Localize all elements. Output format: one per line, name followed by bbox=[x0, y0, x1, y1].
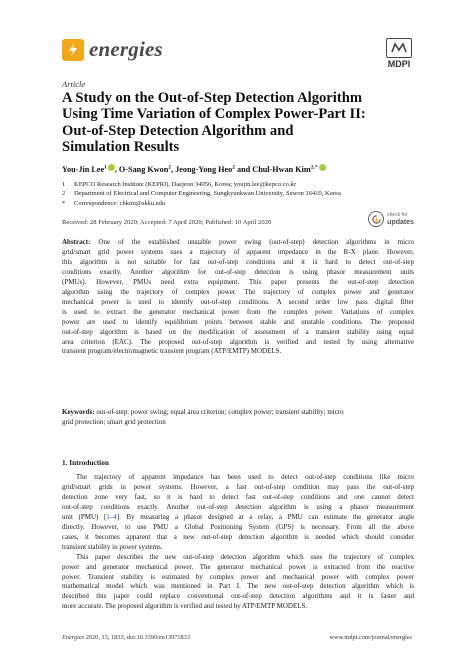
intro-line: This paper describes the new out-of-step detection algorithm which uses the trajectory of complex bbox=[76, 552, 414, 561]
publication-dates: Received: 28 February 2020; Accepted: 7 April 2020; Published: 10 April 2020 bbox=[62, 219, 272, 226]
intro-line: directly. However, to use PMU a Global Positioning System (GPS) is necessary. From all the above bbox=[62, 522, 414, 531]
abstract-line: algorithm using the trajectory of complex power. The trajectory of complex power and generator bbox=[62, 287, 414, 296]
intro-line: cases, it becomes apparent that a new out-of-step detection algorithm is needed which should consider bbox=[62, 532, 414, 541]
author-name: O-Sang Kwon bbox=[118, 165, 169, 174]
intro-line: more accurate. The proposed algorithm is verified and tested by ATP/EMTP MODELS. bbox=[62, 602, 308, 611]
author-affil-sup: 1 bbox=[104, 164, 107, 171]
affiliation-item bbox=[62, 199, 341, 208]
abstract-label: Abstract: bbox=[62, 238, 91, 246]
abstract-line: area criterion (EAC). The proposed out-of-step algorithm is verified and tested by using alternative bbox=[62, 337, 414, 346]
abstract-line: is used to extract the generator mechanical power from the complex power. Variations of complex bbox=[62, 307, 414, 316]
footer-citation bbox=[62, 634, 190, 641]
check-updates-line1: check for bbox=[387, 212, 408, 218]
intro-line: grid/smart grids in power systems. However, a fast out-of-step condition may pass the out-of-step bbox=[62, 482, 414, 491]
check-updates-icon bbox=[368, 211, 384, 227]
abstract-line: conditions exactly. Another algorithm for out-of-step detection is using phasor measurement units bbox=[62, 267, 414, 276]
check-updates-text bbox=[387, 212, 414, 226]
abstract-line: this algorithm is not suitable for fast out-of-step conditions and it is hard to detect out-of-step bbox=[62, 257, 414, 266]
intro-line: out-of-step conditions exactly. Another out-of-step detection algorithm is using a phasor measurement bbox=[62, 502, 414, 511]
publisher-name: MDPI bbox=[387, 59, 411, 69]
affiliation-item bbox=[62, 180, 341, 189]
section-heading: 1. Introduction bbox=[62, 458, 109, 467]
journal-name: energies bbox=[89, 37, 163, 61]
intro-text: ]. By measuring a phasor designed at a relay, a PMU can estimate the generator angle bbox=[116, 512, 414, 521]
footer-journal: Energies bbox=[62, 634, 85, 641]
intro-line: detection zone very fast, so it is hard to detect fast out-of-step conditions and one cannot detect bbox=[62, 492, 414, 501]
intro-line bbox=[62, 513, 414, 523]
abstract-line: power are used to identify equilibrium points between stable and unstable conditions. The proposed bbox=[62, 317, 414, 326]
citation-link[interactable]: 1–4 bbox=[106, 512, 117, 521]
energies-logo-icon bbox=[62, 39, 84, 61]
keywords-label: Keywords: bbox=[62, 408, 95, 416]
abstract-text: One of the established unstable power swing (out-of-step) detection algorithms in micro bbox=[90, 238, 414, 246]
abstract bbox=[62, 238, 414, 357]
author-separator: and bbox=[234, 165, 253, 174]
title-line: Out-of-Step Detection Algorithm and bbox=[62, 122, 294, 139]
article-type: Article bbox=[62, 79, 86, 89]
intro-line: power and generator mechanical power. The generator mechanical power is extracted from the reactive bbox=[62, 562, 414, 571]
author-list bbox=[62, 164, 326, 174]
author-affil-sup: 2 bbox=[168, 164, 172, 171]
mdpi-logo-icon bbox=[386, 38, 412, 58]
keywords-text: out-of-step; power swing; equal area criterion; complex power; transient stability; micro bbox=[94, 408, 344, 416]
intro-line: power. Transient stability is estimated by complex power and mechanical power with complex power bbox=[62, 572, 414, 581]
abstract-line: transient program/electromagnetic transient program (ATP/EMTP) MODELS. bbox=[62, 347, 282, 356]
author-separator: , bbox=[114, 165, 119, 174]
affiliation-text: Correspondence: chkim@skku.edu bbox=[74, 199, 166, 207]
affiliation-number: * bbox=[62, 199, 66, 207]
intro-line: described this paper could replace conventional out-of-step detection algorithms and it is faster and bbox=[62, 592, 414, 601]
author-affil-sup: 2 bbox=[232, 164, 235, 171]
author-separator: , bbox=[171, 165, 176, 174]
publisher-logo bbox=[386, 38, 412, 69]
affiliation-text: KEPCO Research Institute (KEPRI), Daejeon 34056, Korea; youjin.lee@kepco.co.kr bbox=[74, 181, 296, 188]
check-updates-badge[interactable] bbox=[368, 211, 414, 227]
abstract-line bbox=[62, 238, 414, 248]
abstract-line: out-of-step algorithm is based on the modification of assessment of a transient stability using equal bbox=[62, 327, 414, 336]
intro-text: unit (PMU) [ bbox=[62, 512, 107, 521]
orcid-icon[interactable] bbox=[108, 164, 115, 171]
keywords bbox=[62, 408, 414, 428]
affiliation-number: 1 bbox=[62, 181, 66, 188]
intro-line: The trajectory of apparent impedance has been used to detect out-of-step conditions like micro bbox=[76, 473, 414, 481]
keywords-line bbox=[62, 408, 414, 418]
introduction-body bbox=[62, 473, 414, 612]
footer-doi: 2020, 13, 1833; doi:10.3390/en13071833 bbox=[84, 634, 190, 641]
affiliations bbox=[62, 180, 341, 208]
title-line: Using Time Variation of Complex Power-Part II: bbox=[62, 106, 366, 123]
abstract-line: grid/smart grid power systems uses a trajectory of apparent impedance in the R-X plane. However, bbox=[62, 247, 414, 256]
intro-line: mathematical model which was mentioned in Part I. The new out-of-step detection algorithm which is bbox=[62, 582, 414, 591]
abstract-line: (PMUs). However, PMUs need extra equipment. This paper presents the out-of-step detection bbox=[62, 277, 414, 286]
abstract-line: mechanical power is used to identify out-of-step conditions. A second order low pass digital filter bbox=[62, 297, 414, 306]
author-name: Chul-Hwan Kim bbox=[252, 165, 311, 174]
affiliation-number: 2 bbox=[62, 190, 66, 198]
author-name: You-Jin Lee bbox=[62, 165, 105, 174]
check-updates-line2: updates bbox=[387, 219, 414, 226]
author-affil-sup: 2,* bbox=[310, 164, 318, 171]
affiliation-item bbox=[62, 189, 341, 198]
intro-line: transient stability in power systems. bbox=[62, 542, 163, 551]
affiliation-text: Department of Electrical and Computer Engineering, Sungkyunkwan University, Suwon 16410, Korea bbox=[74, 190, 341, 198]
keywords-line: grid protection; smart grid protection bbox=[62, 417, 166, 426]
paper-title bbox=[62, 90, 422, 155]
journal-logo bbox=[62, 37, 163, 62]
title-line: Simulation Results bbox=[62, 138, 180, 155]
orcid-icon[interactable] bbox=[319, 164, 326, 171]
footer-url[interactable]: www.mdpi.com/journal/energies bbox=[329, 634, 412, 641]
title-line: A Study on the Out-of-Step Detection Algorithm bbox=[62, 90, 362, 106]
author-name: Jeong-Yong Heo bbox=[175, 165, 233, 174]
